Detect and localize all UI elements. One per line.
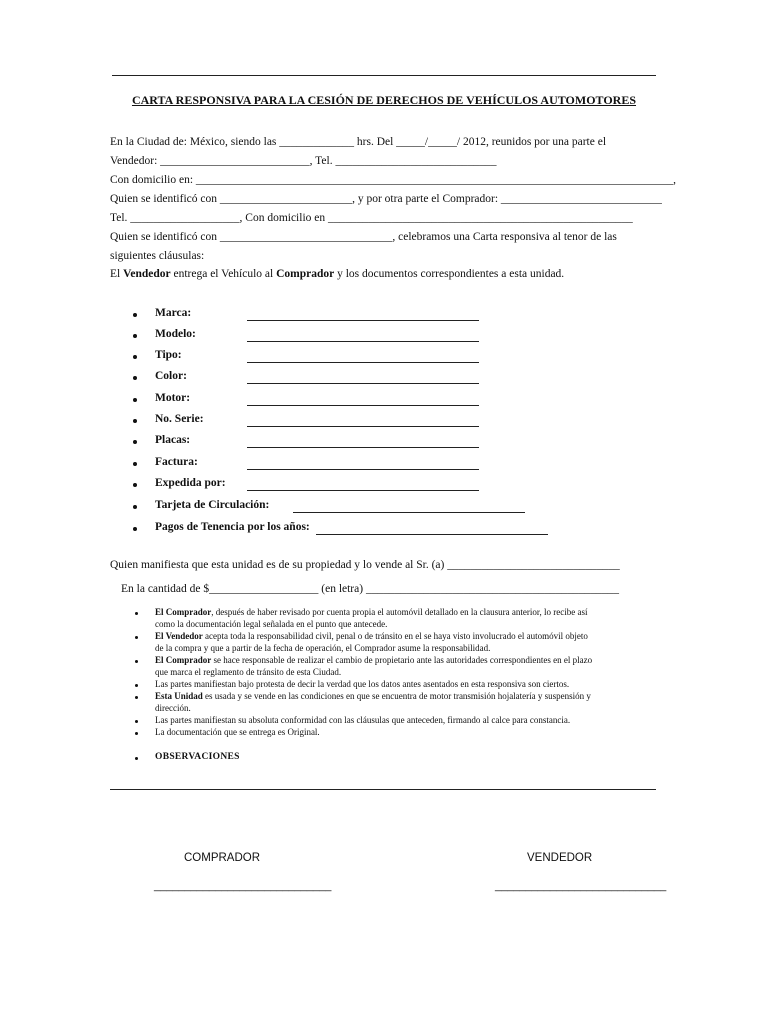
- clause-3: [155, 655, 592, 678]
- field-factura-blank: [247, 469, 479, 470]
- clause-4-line-1: Las partes manifiestan bajo protesta de decir la verdad que los datos antes asentados en esta responsiva son ciertos.: [155, 679, 570, 689]
- bullet: [135, 636, 138, 639]
- paragraph-line-4: Quien se identificó con _______________________, y por otra parte el Comprador: ____________________________: [110, 193, 662, 205]
- intro-buyer: Comprador: [276, 268, 335, 280]
- clause-2-bold: El Vendedor: [155, 631, 203, 641]
- clause-6-line-1: Las partes manifiestan su absoluta conformidad con las cláusulas que anteceden, firmando al calce para constancia.: [155, 715, 571, 725]
- intro-line: [110, 267, 564, 281]
- intro-pre: El: [110, 268, 124, 280]
- intro-post: y los documentos correspondientes a esta unidad.: [334, 268, 565, 280]
- bullet: [133, 313, 137, 317]
- field-color-blank: [247, 383, 479, 384]
- field-tipo-blank: [247, 362, 479, 363]
- clause-1-text: , después de haber revisado por cuenta propia el automóvil detallado en la clausura anterior, lo recibe así: [211, 607, 588, 617]
- bullet: [135, 732, 138, 735]
- bullet: [133, 505, 137, 509]
- paragraph-line-2: Vendedor: __________________________, Tel. ____________________________: [110, 155, 497, 167]
- paragraph-line-5: Tel. ___________________, Con domicilio en _____________________________________________________: [110, 212, 633, 224]
- bullet: [133, 483, 137, 487]
- clause-2-line-2: de la compra y que a partir de la fecha de operación, el Comprador asume la responsabilidad.: [155, 642, 491, 653]
- paragraph-line-3: Con domicilio en: ___________________________________________________________________________________,: [110, 174, 677, 186]
- paragraph-line-6: Quien se identificó con ______________________________, celebramos una Carta responsiva al tenor de las: [110, 231, 617, 243]
- paragraph-line-7: siguientes cláusulas:: [110, 250, 205, 262]
- field-color: Color:: [155, 370, 187, 382]
- field-no-serie-blank: [247, 426, 479, 427]
- field-motor-blank: [247, 405, 479, 406]
- field-placas-blank: [247, 447, 479, 448]
- bullet: [135, 757, 138, 760]
- clause-7: [155, 727, 320, 739]
- field-expedida-por-blank: [247, 490, 479, 491]
- field-no-serie: No. Serie:: [155, 413, 204, 425]
- field-factura: Factura:: [155, 456, 198, 468]
- clause-3-bold: El Comprador: [155, 655, 212, 665]
- bullet: [133, 419, 137, 423]
- clause-1-line-2: como la documentación legal señalada en el punto que antecede.: [155, 618, 388, 629]
- clause-7-line-1: La documentación que se entrega es Original.: [155, 727, 320, 737]
- clause-5-text: es usada y se vende en las condiciones en que se encuentra de motor transmisión hojalatería y suspensión y: [202, 691, 591, 701]
- document-title: CARTA RESPONSIVA PARA LA CESIÓN DE DERECHOS DE VEHÍCULOS AUTOMOTORES: [131, 93, 637, 107]
- intro-seller: Vendedor: [123, 268, 171, 280]
- clause-5: [155, 691, 591, 714]
- bullet: [133, 334, 137, 338]
- field-tarjeta-circulacion-blank: [293, 512, 525, 513]
- buyer-signature-line: _____________________________: [154, 880, 332, 892]
- clause-3-text: se hace responsable de realizar el cambio de propietario ante las autoridades correspondientes en el plazo: [211, 655, 593, 665]
- bullet: [135, 696, 138, 699]
- bullet: [135, 684, 138, 687]
- clause-1: [155, 607, 588, 630]
- field-modelo: Modelo:: [155, 328, 196, 340]
- clause-5-line-2: dirección.: [155, 702, 191, 713]
- observaciones-label: OBSERVACIONES: [155, 752, 240, 762]
- amount-line: En la cantidad de $___________________ (en letra) ____________________________________________: [121, 583, 619, 595]
- clause-5-bold: Esta Unidad: [155, 691, 203, 701]
- bullet: [135, 612, 138, 615]
- field-pagos-tenencia-blank: [316, 534, 548, 535]
- field-expedida-por: Expedida por:: [155, 477, 226, 489]
- intro-mid: entrega el Vehículo al: [170, 268, 277, 280]
- owner-line: Quien manifiesta que esta unidad es de su propiedad y lo vende al Sr. (a) ______________________________: [110, 559, 620, 571]
- bullet: [135, 660, 138, 663]
- field-tarjeta-circulacion: Tarjeta de Circulación:: [155, 499, 270, 511]
- clause-2-line-1: [155, 631, 588, 643]
- buyer-signature-label: COMPRADOR: [184, 852, 261, 864]
- paragraph-line-1: En la Ciudad de: México, siendo las _____________ hrs. Del _____/_____/ 2012, reunidos por una parte el: [110, 136, 607, 148]
- seller-signature-label: VENDEDOR: [527, 852, 593, 864]
- bullet: [133, 462, 137, 466]
- clause-3-line-2: que marca el reglamento de tránsito de esta Ciudad.: [155, 666, 342, 677]
- bullet: [133, 440, 137, 444]
- clause-4: [155, 679, 569, 691]
- bullet: [133, 376, 137, 380]
- bullet: [133, 398, 137, 402]
- clause-1-line-1: [155, 607, 588, 619]
- seller-signature-line: ____________________________: [495, 880, 667, 892]
- clause-5-line-1: [155, 691, 591, 703]
- field-modelo-blank: [247, 341, 479, 342]
- observaciones-rule: [110, 789, 656, 790]
- field-marca: Marca:: [155, 307, 192, 319]
- clause-2: [155, 631, 588, 654]
- bullet: [135, 720, 138, 723]
- field-placas: Placas:: [155, 434, 191, 446]
- clause-6: [155, 715, 570, 727]
- bullet: [133, 355, 137, 359]
- bullet: [133, 527, 137, 531]
- field-pagos-tenencia: Pagos de Tenencia por los años:: [155, 521, 310, 533]
- field-tipo: Tipo:: [155, 349, 182, 361]
- field-marca-blank: [247, 320, 479, 321]
- field-motor: Motor:: [155, 392, 191, 404]
- top-rule: [112, 75, 656, 76]
- clause-3-line-1: [155, 655, 592, 667]
- clause-2-text: acepta toda la responsabilidad civil, penal o de tránsito en el se haya visto involucrado el automóvil objeto: [202, 631, 588, 641]
- clause-1-bold: El Comprador: [155, 607, 212, 617]
